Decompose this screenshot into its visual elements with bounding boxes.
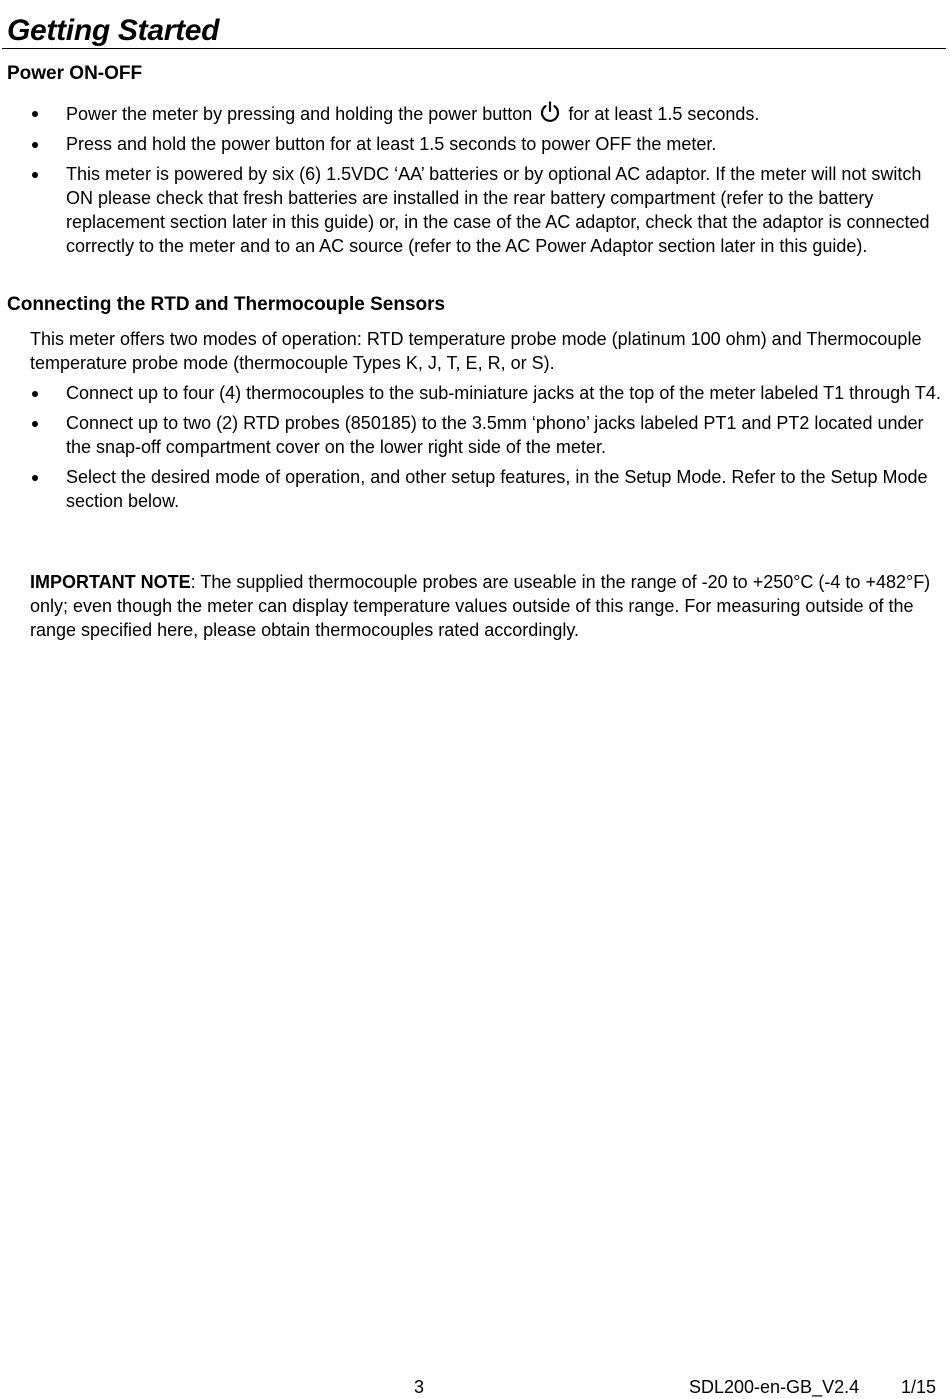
bullet-text: This meter is powered by six (6) 1.5VDC ‘AA’ batteries or by optional AC adaptor. If the meter will not switch ON please check that fresh batteries are installed in the rear battery compartment (refer to the battery replacement section later in this guide) or, in the case of the AC adaptor, check that the adaptor is connected correctly to the meter and to an AC source (refer to the AC Power Adaptor section later in this guide). bbox=[66, 164, 930, 256]
document-id: SDL200-en-GB_V2.4 bbox=[689, 1377, 860, 1397]
bullet-text: Connect up to two (2) RTD probes (850185) to the 3.5mm ‘phono’ jacks labeled PT1 and PT2 located under the snap-off compartment cover on the lower right side of the meter. bbox=[66, 413, 924, 457]
list-item bbox=[0, 411, 950, 459]
list-item bbox=[0, 381, 950, 405]
bullet-text: Connect up to four (4) thermocouples to the sub-miniature jacks at the top of the meter labeled T1 through T4. bbox=[66, 383, 941, 403]
sensors-intro: This meter offers two modes of operation: RTD temperature probe mode (platinum 100 ohm) and Thermocouple temperature probe mode (thermocouple Types K, J, T, E, R, or S). bbox=[30, 329, 922, 373]
bullet-text: Select the desired mode of operation, and other setup features, in the Setup Mode. Refer to the Setup Mode section below. bbox=[66, 467, 928, 511]
bullet-text: Press and hold the power button for at least 1.5 seconds to power OFF the meter. bbox=[66, 134, 717, 154]
section-heading-sensors: Connecting the RTD and Thermocouple Sensors bbox=[7, 294, 446, 315]
list-item bbox=[0, 132, 950, 156]
important-note-label: IMPORTANT NOTE bbox=[30, 572, 191, 592]
bullet-icon bbox=[32, 391, 38, 397]
list-item bbox=[0, 465, 950, 513]
bullet-icon bbox=[32, 172, 38, 178]
page-title: Getting Started bbox=[7, 14, 220, 47]
power-bullet-list bbox=[0, 101, 950, 264]
bullet-icon bbox=[32, 421, 38, 427]
document-date: 1/15 bbox=[901, 1377, 937, 1397]
bullet-text: for at least 1.5 seconds. bbox=[568, 104, 760, 124]
bullet-icon bbox=[32, 142, 38, 148]
list-item bbox=[0, 101, 950, 126]
list-item bbox=[0, 162, 950, 258]
bullet-icon bbox=[32, 111, 38, 117]
important-note bbox=[30, 570, 942, 642]
bullet-icon bbox=[32, 475, 38, 481]
section-heading-power: Power ON-OFF bbox=[7, 63, 143, 84]
sensors-bullet-list bbox=[0, 381, 950, 519]
power-icon bbox=[539, 101, 561, 123]
title-divider bbox=[2, 48, 946, 49]
important-note-text: : The supplied thermocouple probes are useable in the range of -20 to +250°C (-4 to +482°F) only; even though the meter can display temperature values outside of this range. For measuring outside of the range specified here, please obtain thermocouples rated accordingly. bbox=[30, 572, 931, 640]
bullet-text: Power the meter by pressing and holding the power button bbox=[66, 104, 533, 124]
page-number: 3 bbox=[414, 1377, 425, 1397]
